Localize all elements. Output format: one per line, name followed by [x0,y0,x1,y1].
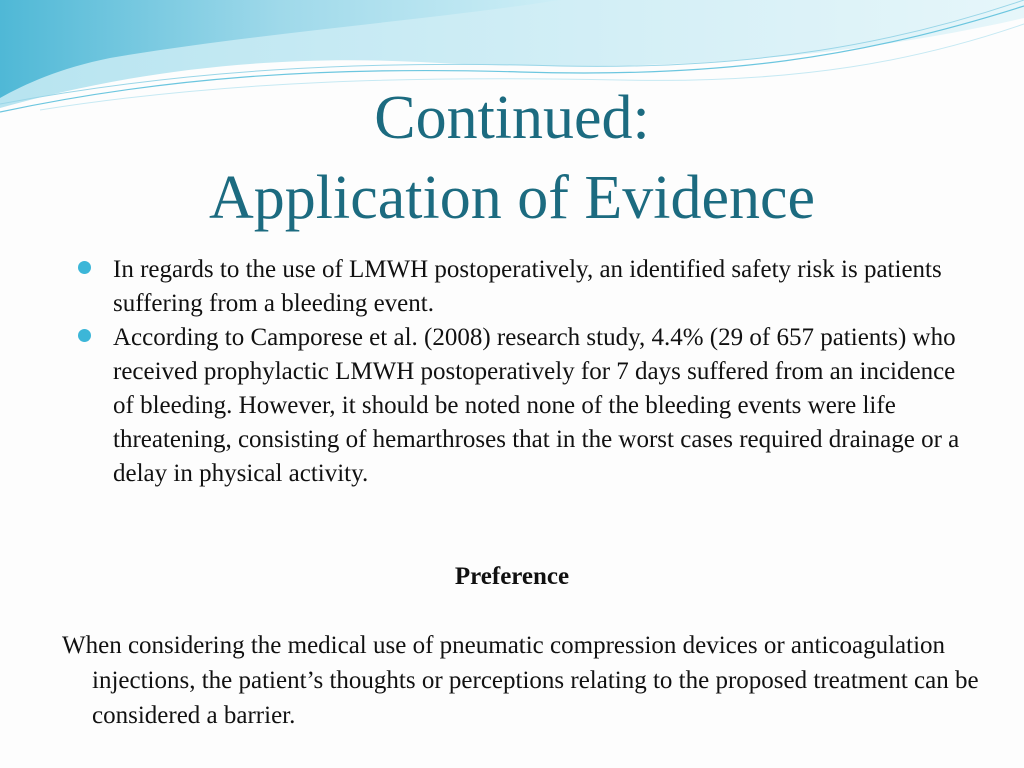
preference-heading: Preference [454,563,570,590]
bullet-text: According to Camporese et al. (2008) research study, 4.4% (29 of 657 patients) who received prophylactic LMWH postoperatively for 7 days suffered from an incidence of bleeding. However, it should be noted none of the bleeding events were life threatening, consisting of hemarthroses that in the worst cases required drainage or a delay in physical activity. [113,324,960,487]
bullet-dot-icon [78,329,91,342]
bullet-item [78,321,978,491]
bullet-text: In regards to the use of LMWH postoperatively, an identified safety risk is patients suffering from a bleeding event. [113,256,942,317]
bullet-item [78,253,978,321]
slide-title [0,78,1024,238]
title-line-2: Application of Evidence [208,164,815,232]
bullet-dot-icon [78,261,91,274]
preference-text: When considering the medical use of pneumatic compression devices or anticoagulation injections, the patient’s thoughts or perceptions relating to the proposed treatment can be considered a barrier. [62,632,979,729]
title-line-1: Continued: [374,84,650,152]
bullet-list [78,253,978,491]
